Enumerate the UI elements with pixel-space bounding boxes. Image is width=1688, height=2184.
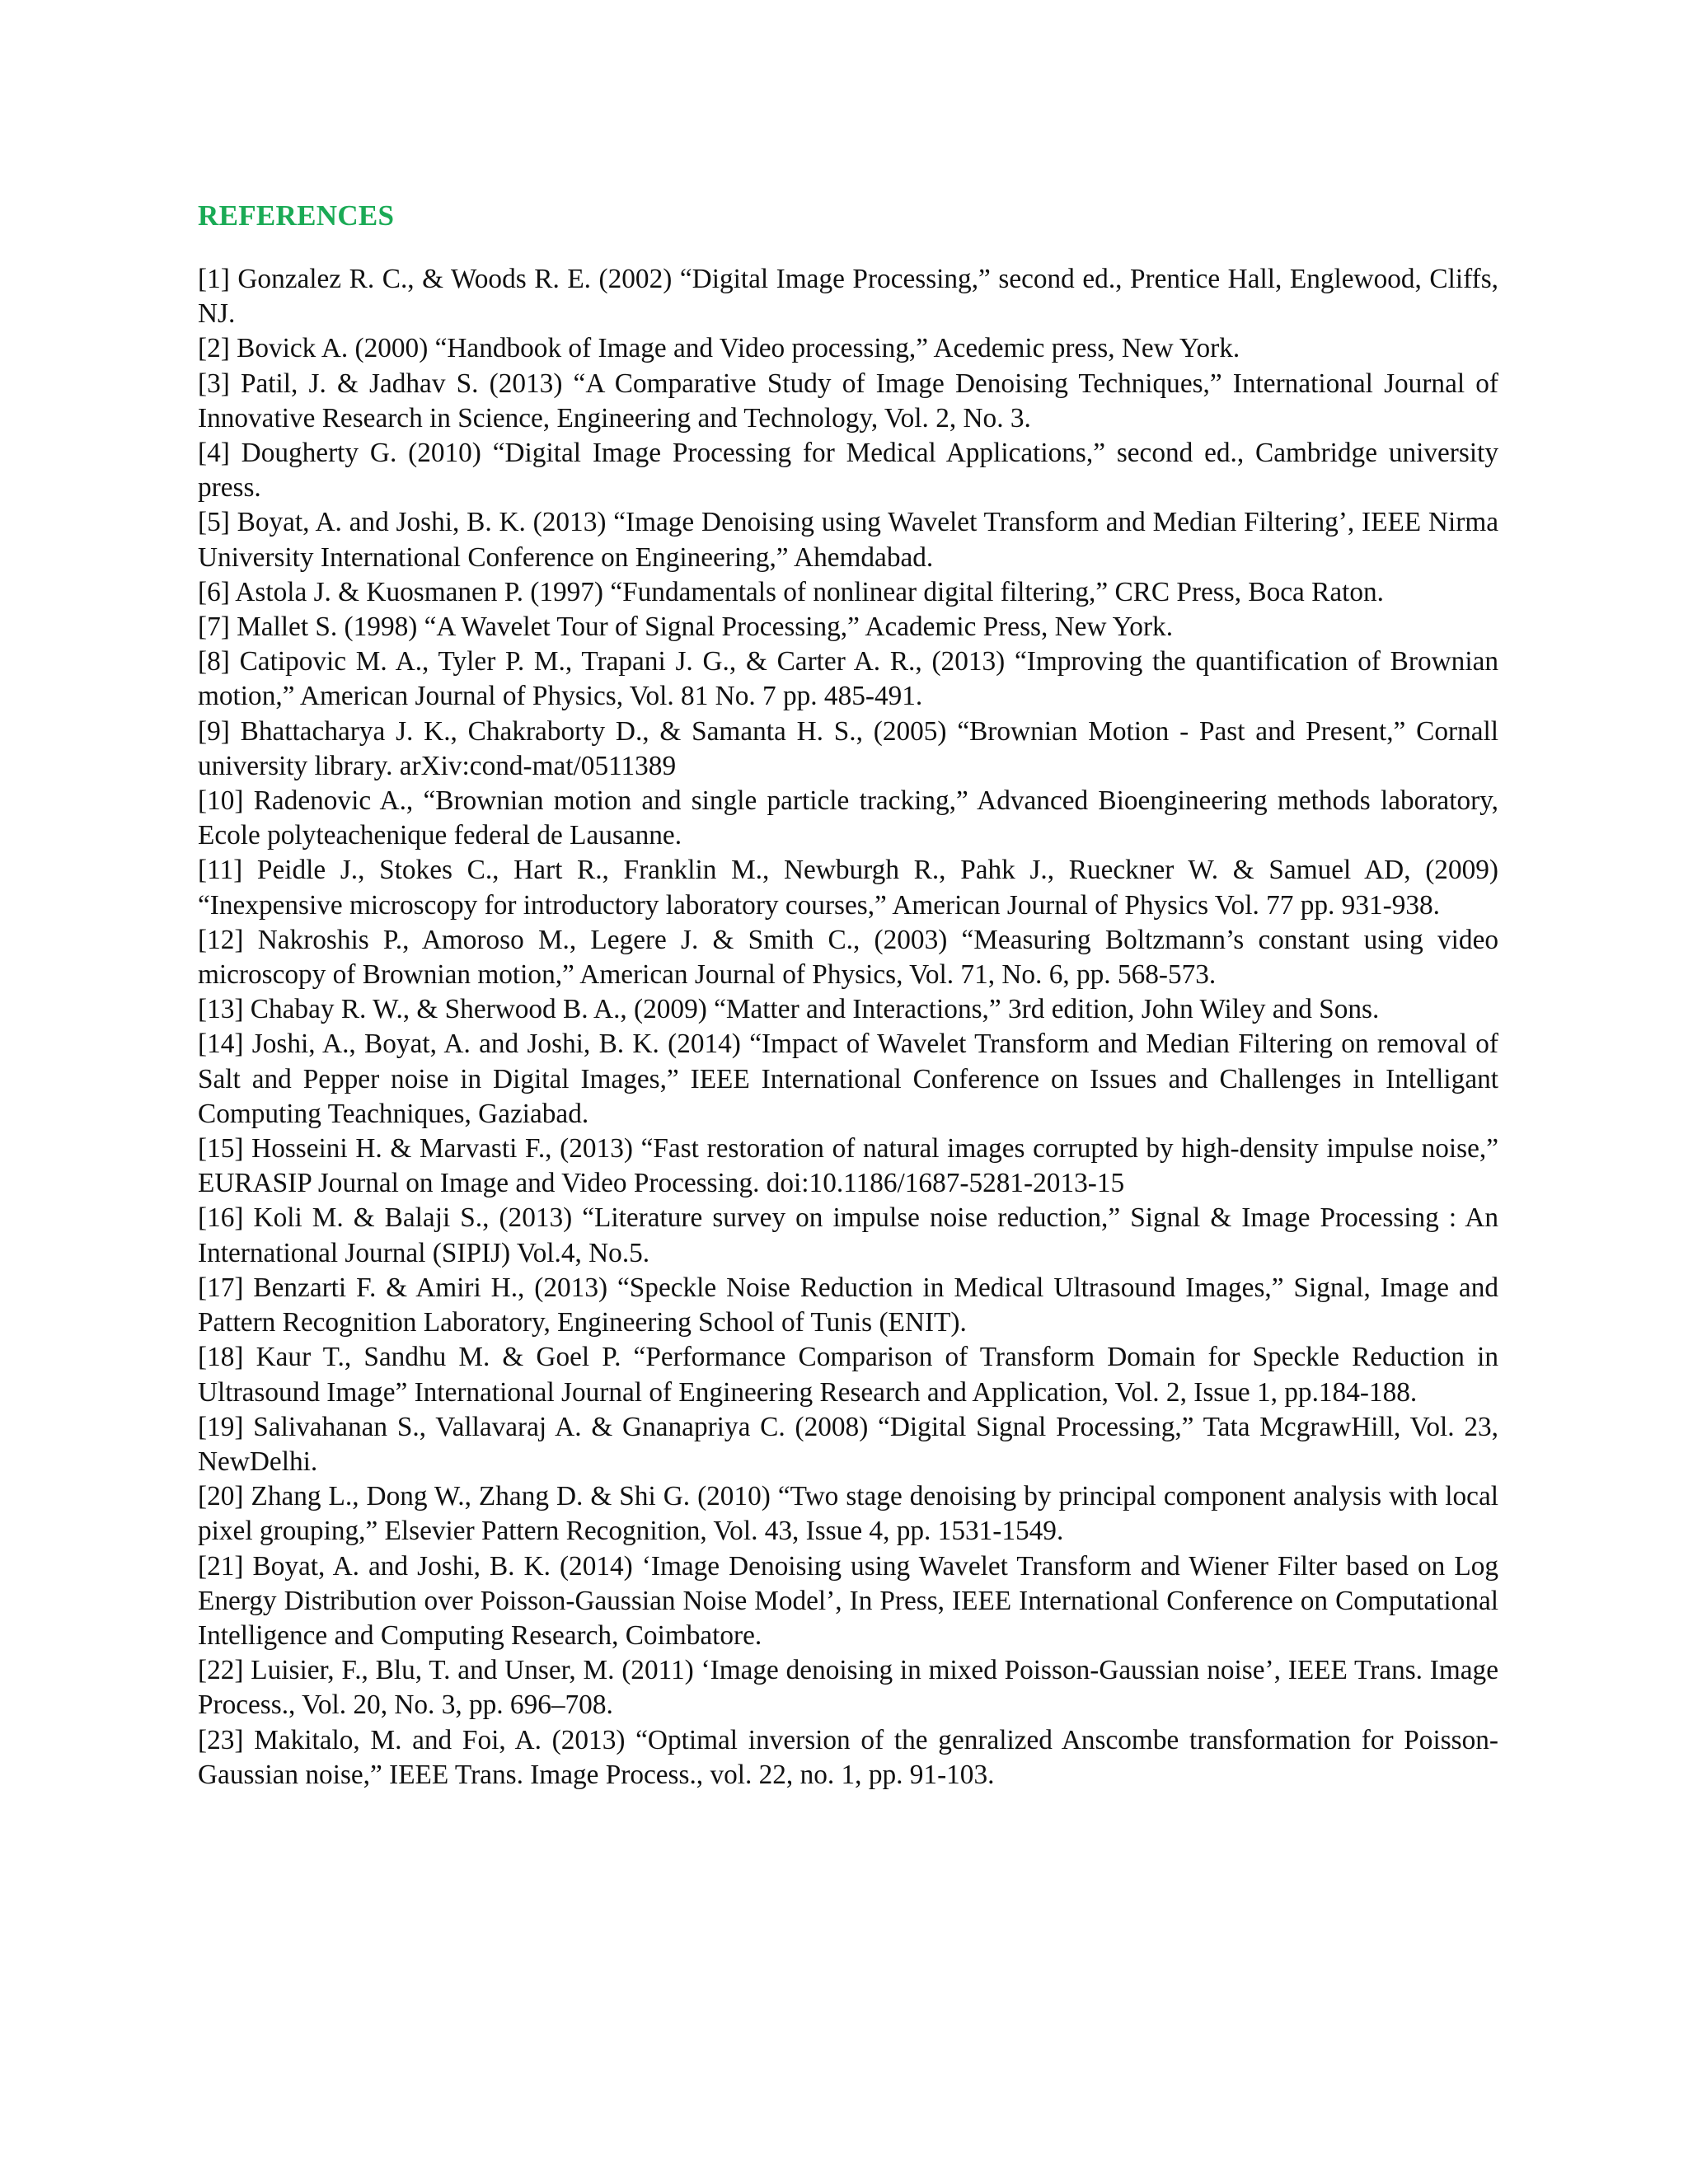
section-heading: REFERENCES [198,199,395,232]
reference-item: [21] Boyat, A. and Joshi, B. K. (2014) ‘Image Denoising using Wavelet Transform and Wiener Filter based on Log Energy Distribution over Poisson-Gaussian Noise Model’, In Press, IEEE International Conference on Computational Intelligence and Computing Research, Coimbatore. [198,1550,1498,1651]
reference-item: [13] Chabay R. W., & Sherwood B. A., (2009) “Matter and Interactions,” 3rd edition, John Wiley and Sons. [198,994,1380,1025]
reference-item: [5] Boyat, A. and Joshi, B. K. (2013) “Image Denoising using Wavelet Transform and Median Filtering’, IEEE Nirma University International Conference on Engineering,” Ahemdabad. [198,507,1498,573]
reference-item: [11] Peidle J., Stokes C., Hart R., Franklin M., Newburgh R., Pahk J., Rueckner W. & Samuel AD, (2009) “Inexpensive microscopy for introductory laboratory courses,” American Journal of Physics Vol. 77 pp. 931-938. [198,855,1498,921]
reference-item: [23] Makitalo, M. and Foi, A. (2013) “Optimal inversion of the genralized Anscombe transformation for Poisson-Gaussian noise,” IEEE Trans. Image Process., vol. 22, no. 1, pp. 91-103. [198,1724,1498,1790]
reference-item: [2] Bovick A. (2000) “Handbook of Image and Video processing,” Acedemic press, New York. [198,333,1240,364]
reference-item: [12] Nakroshis P., Amoroso M., Legere J. & Smith C., (2003) “Measuring Boltzmann’s constant using video microscopy of Brownian motion,” American Journal of Physics, Vol. 71, No. 6, pp. 568-573. [198,924,1498,991]
reference-item: [9] Bhattacharya J. K., Chakraborty D., & Samanta H. S., (2005) “Brownian Motion - Past and Present,” Cornall university library. arXiv:cond-mat/0511389 [198,715,1498,781]
reference-item: [1] Gonzalez R. C., & Woods R. E. (2002) “Digital Image Processing,” second ed., Prentice Hall, Englewood, Cliffs, NJ. [198,264,1498,330]
reference-item: [17] Benzarti F. & Amiri H., (2013) “Speckle Noise Reduction in Medical Ultrasound Images,” Signal, Image and Pattern Recognition Laboratory, Engineering School of Tunis (ENIT). [198,1272,1498,1338]
reference-item: [8] Catipovic M. A., Tyler P. M., Trapani J. G., & Carter A. R., (2013) “Improving the quantification of Brownian motion,” American Journal of Physics, Vol. 81 No. 7 pp. 485-491. [198,646,1498,712]
reference-item: [3] Patil, J. & Jadhav S. (2013) “A Comparative Study of Image Denoising Techniques,” International Journal of Innovative Research in Science, Engineering and Technology, Vol. 2, No. 3. [198,368,1498,434]
reference-item: [18] Kaur T., Sandhu M. & Goel P. “Performance Comparison of Transform Domain for Speckle Reduction in Ultrasound Image” International Journal of Engineering Research and Application, Vol. 2, Issue 1, pp.184-188. [198,1342,1498,1408]
reference-item: [7] Mallet S. (1998) “A Wavelet Tour of Signal Processing,” Academic Press, New York. [198,612,1174,643]
reference-item: [20] Zhang L., Dong W., Zhang D. & Shi G. (2010) “Two stage denoising by principal component analysis with local pixel grouping,” Elsevier Pattern Recognition, Vol. 43, Issue 4, pp. 1531-1549. [198,1481,1498,1547]
reference-item: [10] Radenovic A., “Brownian motion and single particle tracking,” Advanced Bioengineering methods laboratory, Ecole polyteachenique federal de Lausanne. [198,785,1498,851]
reference-item: [15] Hosseini H. & Marvasti F., (2013) “Fast restoration of natural images corrupted by high-density impulse noise,” EURASIP Journal on Image and Video Processing. doi:10.1186/1687-5281-2013-15 [198,1133,1498,1199]
reference-item: [19] Salivahanan S., Vallavaraj A. & Gnanapriya C. (2008) “Digital Signal Processing,” Tata McgrawHill, Vol. 23, NewDelhi. [198,1411,1498,1477]
reference-item: [16] Koli M. & Balaji S., (2013) “Literature survey on impulse noise reduction,” Signal & Image Processing : An International Journal (SIPIJ) Vol.4, No.5. [198,1202,1498,1268]
reference-item: [4] Dougherty G. (2010) “Digital Image Processing for Medical Applications,” second ed., Cambridge university press. [198,438,1498,504]
reference-item: [6] Astola J. & Kuosmanen P. (1997) “Fundamentals of nonlinear digital filtering,” CRC Press, Boca Raton. [198,576,1384,607]
reference-item: [22] Luisier, F., Blu, T. and Unser, M. (2011) ‘Image denoising in mixed Poisson-Gaussian noise’, IEEE Trans. Image Process., Vol. 20, No. 3, pp. 696–708. [198,1655,1498,1721]
reference-list [198,262,1498,1793]
reference-item: [14] Joshi, A., Boyat, A. and Joshi, B. K. (2014) “Impact of Wavelet Transform and Median Filtering on removal of Salt and Pepper noise in Digital Images,” IEEE International Conference on Issues and Challenges in Intelligant Computing Teachniques, Gaziabad. [198,1029,1498,1129]
